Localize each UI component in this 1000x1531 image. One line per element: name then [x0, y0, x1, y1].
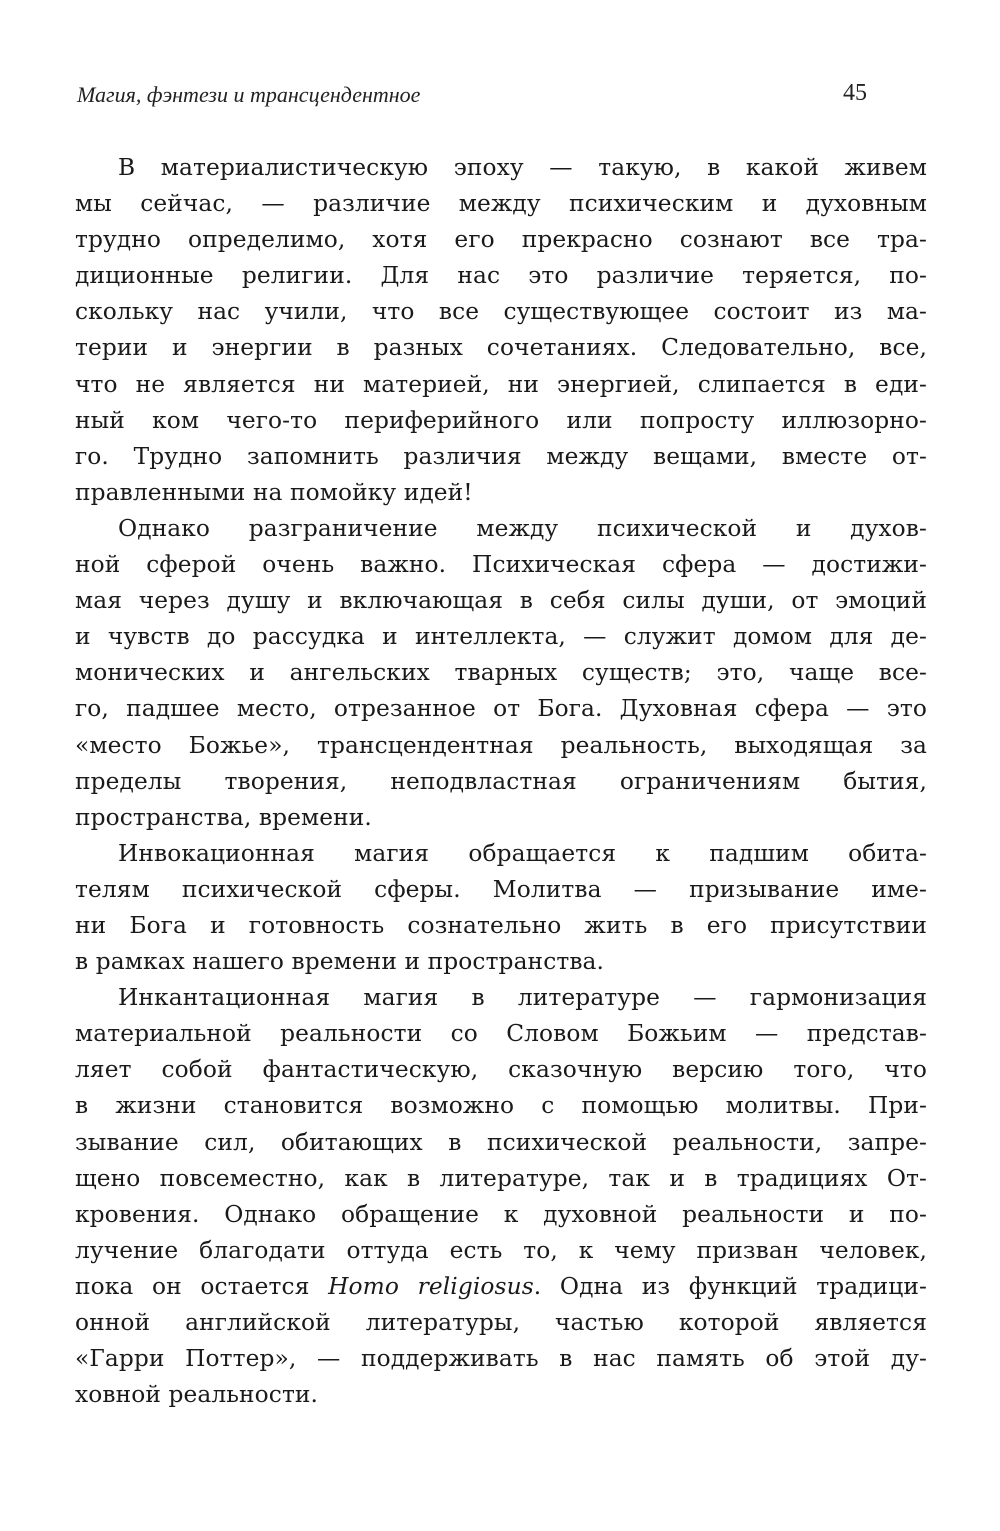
latin-term: Homo religiosus — [328, 1272, 534, 1300]
text-line: трудно определимо, хотя его прекрасно сознают все тра- — [75, 226, 927, 254]
text-line: и чувств до рассудка и интеллекта, — служит домом для де- — [75, 623, 927, 651]
text-line: го. Трудно запомнить различия между вещами, вместе от- — [75, 442, 927, 470]
text-line: зывание сил, обитающих в психической реальности, запре- — [75, 1128, 927, 1156]
text-line: что не является ни материей, ни энергией, слипается в еди- — [75, 370, 927, 398]
text-line: кровения. Однако обращение к духовной реальности и по- — [75, 1200, 927, 1228]
text-line: пока он остается Homo religiosus. Одна из функций традици- — [75, 1272, 927, 1300]
text-line: мы сейчас, — различие между психическим и духовным — [75, 190, 927, 218]
text-line: скольку нас учили, что все существующее состоит из ма- — [75, 298, 927, 326]
text-line: Однако разграничение между психической и духов- — [118, 514, 927, 542]
text-line: Инкантационная магия в литературе — гармонизация — [118, 984, 927, 1012]
text-line: щено повсеместно, как в литературе, так и в традициях От- — [75, 1164, 927, 1192]
text-line: пределы творения, неподвластная ограничениям бытия, — [75, 767, 927, 795]
text-line: ховной реальности. — [75, 1381, 319, 1409]
text-line: телям психической сферы. Молитва — призывание име- — [75, 875, 927, 903]
text-line: ный ком чего-то периферийного или попросту иллюзорно- — [75, 406, 927, 434]
text-line: диционные религии. Для нас это различие теряется, по- — [75, 262, 927, 290]
page-number: 45 — [843, 80, 867, 106]
text-line: лучение благодати оттуда есть то, к чему призван человек, — [75, 1236, 927, 1264]
text-line: ляет собой фантастическую, сказочную версию того, что — [75, 1056, 927, 1084]
text-line: ни Бога и готовность сознательно жить в его присутствии — [75, 911, 927, 939]
text-line: в рамках нашего времени и пространства. — [75, 948, 605, 976]
text-line: ной сферой очень важно. Психическая сфера — достижи- — [75, 551, 927, 579]
text-line: «Гарри Поттер», — поддерживать в нас память об этой ду- — [75, 1345, 927, 1373]
text-line: материальной реальности со Словом Божьим — представ- — [75, 1020, 927, 1048]
text-line: «место Божье», трансцендентная реальность, выходящая за — [75, 731, 927, 759]
text-line: онной английской литературы, частью которой является — [75, 1309, 927, 1336]
text-line: мая через душу и включающая в себя силы души, от эмоций — [75, 587, 927, 615]
text-line: правленными на помойку идей! — [75, 478, 473, 506]
text-line: Инвокационная магия обращается к падшим обита- — [118, 839, 927, 867]
text-line: пространства, времени. — [75, 803, 372, 831]
text-line: в жизни становится возможно с помощью молитвы. При- — [75, 1092, 927, 1120]
running-head: Магия, фэнтези и трансцендентное — [77, 82, 421, 107]
body-text — [75, 150, 927, 1413]
text-line: терии и энергии в разных сочетаниях. Следовательно, все, — [75, 334, 927, 362]
text-line: го, падшее место, отрезанное от Бога. Духовная сфера — это — [75, 695, 927, 723]
text-line: В материалистическую эпоху — такую, в какой живем — [118, 154, 927, 181]
text-line: монических и ангельских тварных существ; это, чаще все- — [75, 659, 927, 687]
